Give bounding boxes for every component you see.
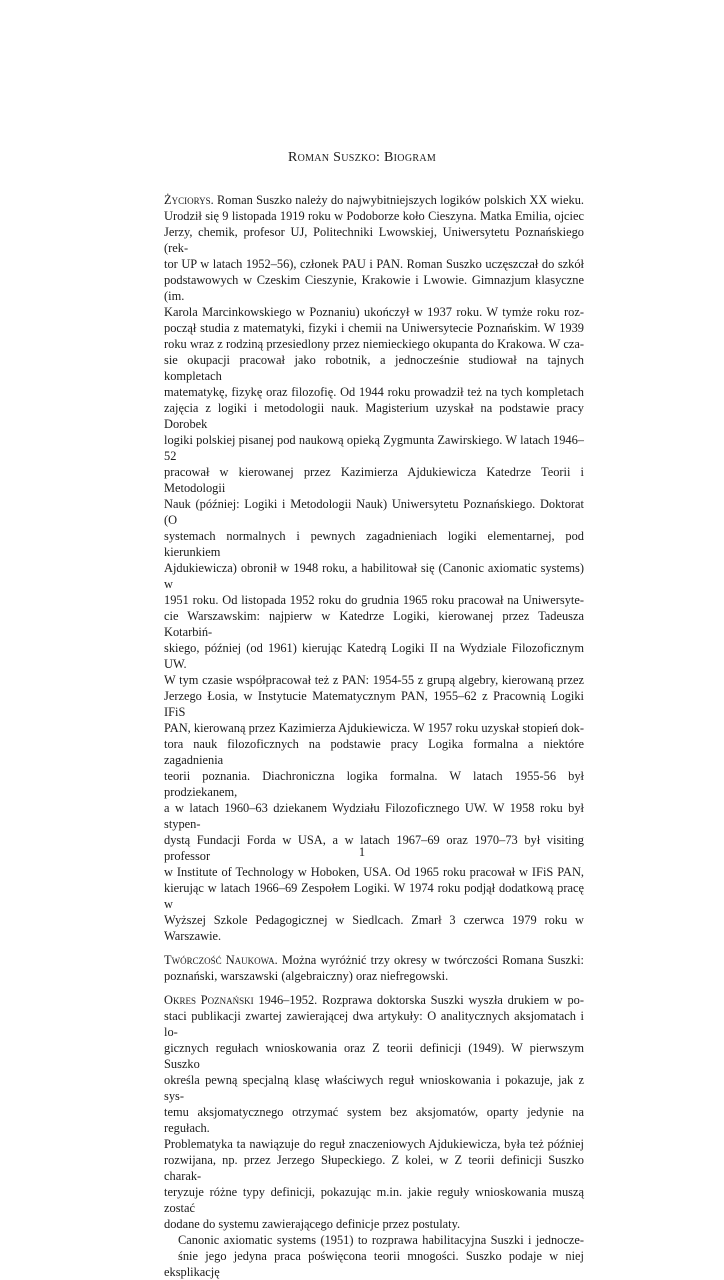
text-line: systemach normalnych i pewnych zagadnieniach logiki elementarnej, pod kierunkiem <box>164 529 584 559</box>
section-zyciorys <box>164 192 584 944</box>
text-line: staci publikacji zwartej zawierającej dwa artykuły: O analitycznych aksjomatach i lo- <box>164 1009 584 1039</box>
text-line: poznański, warszawski (algebraiczny) oraz niefregowski. <box>164 969 449 983</box>
text-line: Karola Marcinkowskiego w Poznaniu) ukończył w 1937 roku. W tymże roku roz- <box>164 305 584 319</box>
text-line: logiki polskiej pisanej pod naukową opieką Zygmunta Zawirskiego. W latach 1946–52 <box>164 433 584 463</box>
text-line: teorii poznania. Diachroniczna logika formalna. W latach 1955-56 był prodziekanem, <box>164 769 584 799</box>
page-title: Roman Suszko: Biogram <box>287 150 437 165</box>
line-text: Roman Suszko należy do najwybitniejszych logików polskich XX wieku. <box>213 193 584 207</box>
text-line: temu aksjomatycznego otrzymać system bez aksjomatów, oparty jedynie na regułach. <box>164 1105 584 1135</box>
text-line: kierując w latach 1966–69 Zespołem Logiki. W 1974 roku podjął dodatkową pracę w <box>164 881 584 911</box>
text-line: Wyższej Szkole Pedagogicznej w Siedlcach. Zmarł 3 czerwca 1979 roku w Warszawie. <box>164 913 584 943</box>
paragraph-gap <box>164 984 584 992</box>
text-line: rozwijana, np. przez Jerzego Słupeckiego. Z kolei, w Z teorii definicji Suszko charak- <box>164 1153 584 1183</box>
text-line: tor UP w latach 1952–56), członek PAU i PAN. Roman Suszko uczęszczał do szkół <box>164 257 584 271</box>
section-heading: Życiorys. <box>164 193 214 207</box>
page-number: 1 <box>358 845 366 859</box>
text-line: dystą Fundacji Forda w USA, a w latach 1967–69 oraz 1970–73 był visiting professor <box>164 833 584 863</box>
text-line: tora nauk filozoficznych na podstawie pracy Logika formalna a niektóre zagadnienia <box>164 737 584 767</box>
text-line: skiego, później (od 1961) kierując Katedrą Logiki II na Wydziale Filozoficznym UW. <box>164 641 584 671</box>
section-okres-poznanski <box>164 992 584 1232</box>
text-line: śnie jego jedyna praca poświęcona teorii mnogości. Suszko podaje w niej eksplikację <box>164 1249 584 1279</box>
text-line: PAN, kierowaną przez Kazimierza Ajdukiewicza. W 1957 roku uzyskał stopień dok- <box>164 721 584 735</box>
line-text: 1946–1952. Rozprawa doktorska Suszki wyszła drukiem w po- <box>253 993 584 1007</box>
section-heading: Twórczość Naukowa. <box>164 953 278 967</box>
text-line: począł studia z matematyki, fizyki i chemii na Uniwersytecie Poznańskim. W 1939 <box>164 321 584 335</box>
text-line <box>164 992 584 1008</box>
text-line: a w latach 1960–63 dziekanem Wydziału Filozoficznego UW. W 1958 roku był stypen- <box>164 801 584 831</box>
section-heading: Okres Poznański <box>164 993 254 1007</box>
text-line: Urodził się 9 listopada 1919 roku w Podoborze koło Cieszyna. Matka Emilia, ojciec <box>164 209 584 223</box>
text-line: matematykę, fizykę oraz filozofię. Od 1944 roku prowadził też na tych kompletach <box>164 385 584 399</box>
text-line: określa pewną specjalną klasę właściwych reguł wnioskowania i pokazuje, jak z sys- <box>164 1073 584 1103</box>
text-line: Canonic axiomatic systems (1951) to rozprawa habilitacyjna Suszki i jednocze- <box>178 1233 584 1247</box>
text-line: Ajdukiewicza) obronił w 1948 roku, a habilitował się (Canonic axiomatic systems) w <box>164 561 584 591</box>
text-line: W tym czasie współpracował też z PAN: 1954-55 z grupą algebry, kierowaną przez <box>164 673 584 687</box>
text-line: gicznych regułach wnioskowania oraz Z teorii definicji (1949). W pierwszym Suszko <box>164 1041 584 1071</box>
text-line: Jerzego Łosia, w Instytucie Matematycznym PAN, 1955–62 z Pracownią Logiki IFiS <box>164 689 584 719</box>
text-line: cie Warszawskim: najpierw w Katedrze Logiki, kierowanej przez Tadeusza Kotarbiń- <box>164 609 584 639</box>
text-line: teryzuje różne typy definicji, pokazując m.in. jakie reguły wnioskowania muszą zostać <box>164 1185 584 1215</box>
text-line: Jerzy, chemik, profesor UJ, Politechniki Lwowskiej, Uniwersytetu Poznańskiego (rek- <box>164 225 584 255</box>
text-line: Nauk (później: Logiki i Metodologii Nauk) Uniwersytetu Poznańskiego. Doktorat (O <box>164 497 584 527</box>
section-tworczosc <box>164 952 584 984</box>
text-line <box>164 952 584 968</box>
text-line: zajęcia z logiki i metodologii nauk. Magisterium uzyskał na podstawie pracy Dorobek <box>164 401 584 431</box>
section-canonic <box>164 1232 584 1280</box>
text-line: roku wraz z rodziną przesiedlony przez niemieckiego okupanta do Krakowa. W cza- <box>164 337 584 351</box>
text-line: 1951 roku. Od listopada 1952 roku do grudnia 1965 roku pracował na Uniwersyte- <box>164 593 584 607</box>
paragraph-gap <box>164 944 584 952</box>
text-line: sie okupacji pracował jako robotnik, a jednocześnie studiował na tajnych kompletach <box>164 353 584 383</box>
document-body <box>164 192 584 1280</box>
text-line: podstawowych w Czeskim Cieszynie, Krakowie i Lwowie. Gimnazjum klasyczne (im. <box>164 273 584 303</box>
line-text: Można wyróżnić trzy okresy w twórczości Romana Suszki: <box>277 953 584 967</box>
text-line: w Institute of Technology w Hoboken, USA. Od 1965 roku pracował w IFiS PAN, <box>164 865 584 879</box>
text-line: Problematyka ta nawiązuje do reguł znaczeniowych Ajdukiewicza, była też później <box>164 1137 584 1151</box>
text-line: pracował w kierowanej przez Kazimierza Ajdukiewicza Katedrze Teorii i Metodologii <box>164 465 584 495</box>
text-line <box>164 192 584 208</box>
text-line: dodane do systemu zawierającego definicje przez postulaty. <box>164 1217 461 1231</box>
